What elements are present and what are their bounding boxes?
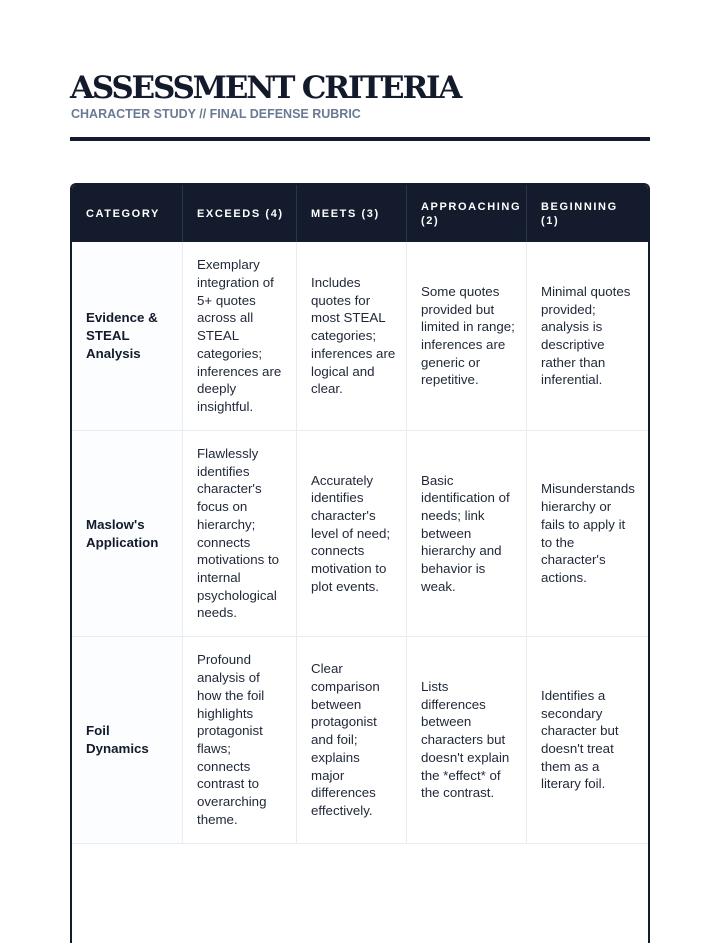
exceeds-cell: Profound analysis of how the foil highlights protagonist flaws; connects contrast to overarching theme.: [183, 637, 297, 843]
column-header-category: CATEGORY: [72, 185, 183, 242]
column-header-approaching: APPROACHING (2): [407, 185, 527, 242]
title-divider: [70, 137, 650, 141]
meets-cell: Clear comparison between protagonist and foil; explains major differences effectively.: [297, 637, 407, 843]
table-row: [72, 242, 648, 431]
category-cell: Maslow's Application: [72, 431, 183, 636]
table-row: [72, 637, 648, 844]
column-header-meets: MEETS (3): [297, 185, 407, 242]
beginning-cell: Identifies a secondary character but doesn't treat them as a literary foil.: [541, 687, 619, 792]
page-subtitle: CHARACTER STUDY // FINAL DEFENSE RUBRIC: [71, 107, 361, 121]
approaching-cell: Lists differences between characters but doesn't explain the *effect* of the contrast.: [407, 637, 527, 843]
exceeds-cell: Exemplary integration of 5+ quotes across all STEAL categories; inferences are deeply insightful.: [183, 242, 297, 430]
meets-cell: Accurately identifies character's level of need; connects motivation to plot events.: [297, 431, 407, 636]
exceeds-cell: Flawlessly identifies character's focus on hierarchy; connects motivations to internal psychological needs.: [183, 431, 297, 636]
beginning-cell: Misunderstands hierarchy or fails to apply it to the character's actions.: [541, 481, 635, 585]
table-row: [72, 431, 648, 637]
category-cell: Evidence & STEAL Analysis: [72, 242, 183, 430]
approaching-cell: Basic identification of needs; link between hierarchy and behavior is weak.: [407, 431, 527, 636]
category-cell: Foil Dynamics: [72, 637, 183, 843]
meets-cell: Includes quotes for most STEAL categories; inferences are logical and clear.: [297, 242, 407, 430]
table-header-row: [72, 185, 648, 242]
beginning-cell: Minimal quotes provided; analysis is descriptive rather than inferential.: [541, 283, 631, 388]
rubric-table: [70, 183, 650, 943]
approaching-cell: Some quotes provided but limited in range; inferences are generic or repetitive.: [407, 242, 527, 430]
column-header-exceeds: EXCEEDS (4): [183, 185, 297, 242]
page-title: ASSESSMENT CRITERIA: [70, 70, 461, 106]
column-header-beginning: BEGINNING (1): [541, 200, 618, 227]
